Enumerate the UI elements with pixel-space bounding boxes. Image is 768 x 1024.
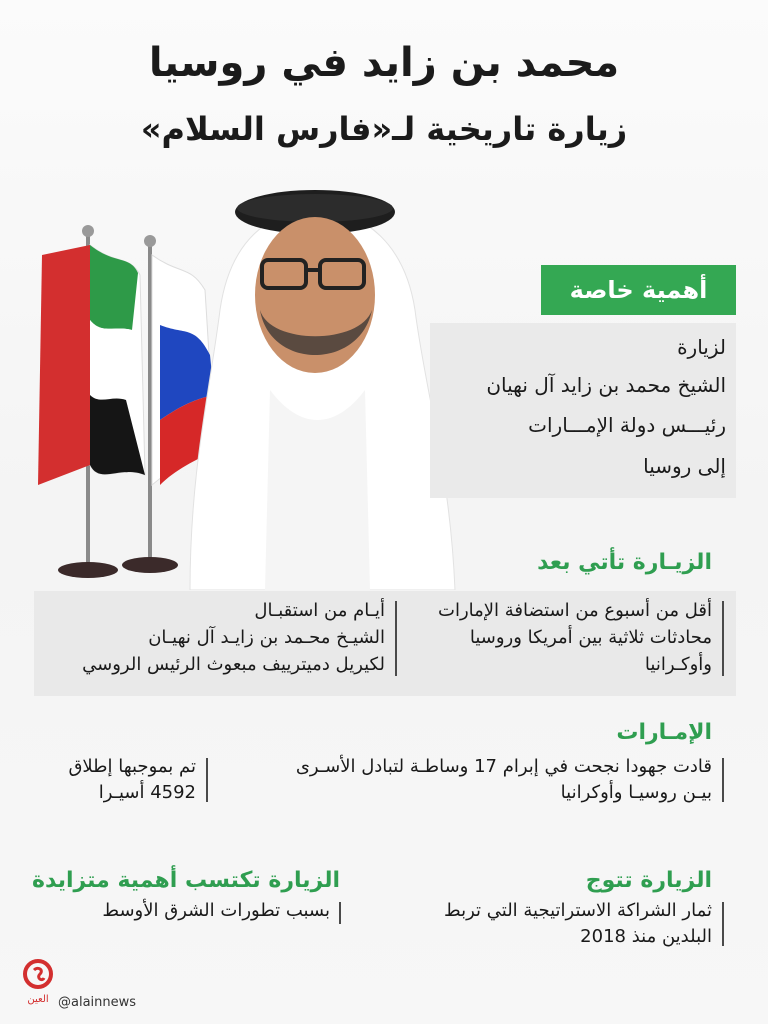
uae-left-bar [206,758,208,802]
special-line-1: لزيارة [677,335,726,359]
uae-right-line-2: بيـن روسيـا وأوكرانيا [560,782,712,803]
importance-line-1: بسبب تطورات الشرق الأوسط [102,900,330,921]
uae-right-bar [722,758,724,802]
crown-line-2: البلدين منذ 2018 [580,926,712,947]
uae-heading: الإمـارات [616,720,712,745]
uae-left-line-1: تم بموجبها إطلاق [68,756,196,777]
visit-left-bar [395,601,397,676]
crown-heading: الزيارة تتوج [585,868,712,893]
uae-left-line-2: 4592 أسيـرا [98,782,196,803]
social-handle[interactable]: @alainnews [58,995,137,1010]
visit-left-line-2: الشيـخ محـمد بن زايـد آل نهيـان [148,627,385,648]
portrait-illustration [150,170,470,590]
page-subtitle: زيارة تاريخية لـ«فارس السلام» [140,110,628,148]
crown-bar [722,902,724,946]
visit-comes-heading: الزيـارة تأتي بعد [537,550,712,575]
alain-logo [20,958,56,1008]
importance-heading: الزيارة تكتسب أهمية متزايدة [32,868,340,893]
visit-right-line-1: أقل من أسبوع من استضافة الإمارات [438,600,712,621]
special-line-4: إلى روسيا [643,454,726,478]
visit-right-line-2: محادثات ثلاثية بين أمريكا وروسيا [469,627,712,648]
uae-right-line-1: قادت جهودا نجحت في إبرام 17 وساطـة لتبادل الأسـرى [295,756,712,777]
visit-left-line-3: لكيريل دميترييف مبعوث الرئيس الروسي [82,654,385,675]
visit-right-line-3: وأوكـرانيا [644,654,712,675]
logo-text: العين [27,994,49,1005]
visit-left-line-1: أيـام من استقبـال [254,600,385,621]
special-line-3: رئيـــس دولة الإمـــارات [528,413,726,437]
crown-line-1: ثمار الشراكة الاستراتيجية التي تربط [444,900,712,921]
visit-right-bar [722,601,724,676]
special-heading: أهمية خاصة [541,265,736,315]
importance-bar [339,902,341,924]
page-title: محمد بن زايد في روسيا [148,40,620,86]
special-line-2: الشيخ محمد بن زايد آل نهيان [486,373,726,397]
